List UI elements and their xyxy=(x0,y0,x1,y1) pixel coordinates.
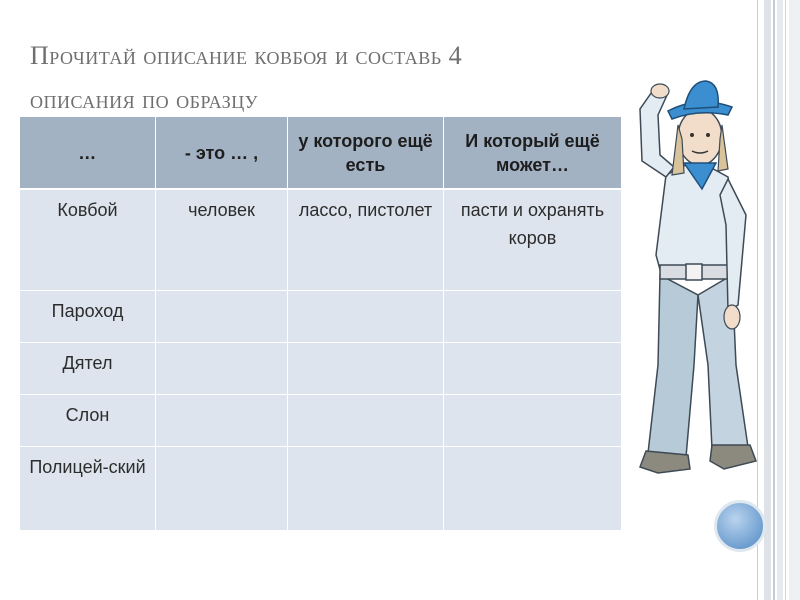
header-cell: И который ещё может… xyxy=(444,117,622,189)
decor-stripe xyxy=(764,0,771,600)
slide-title-line1: Прочитай описание ковбоя и составь 4 xyxy=(30,41,463,70)
table-cell[interactable] xyxy=(288,395,444,447)
table-cell[interactable] xyxy=(288,343,444,395)
row-name-cell: Ковбой xyxy=(20,189,156,291)
header-cell: у которого ещё есть xyxy=(288,117,444,189)
cowboy-illustration xyxy=(628,65,760,485)
table-cell[interactable] xyxy=(444,343,622,395)
description-table xyxy=(19,117,622,531)
table-cell[interactable] xyxy=(288,291,444,343)
row-name-cell: Пароход xyxy=(20,291,156,343)
header-cell: - это … , xyxy=(156,117,288,189)
table-cell[interactable] xyxy=(288,447,444,531)
row-name-cell: Дятел xyxy=(20,343,156,395)
table-cell[interactable] xyxy=(156,291,288,343)
table-cell[interactable] xyxy=(444,291,622,343)
table-cell: человек xyxy=(156,189,288,291)
decor-stripe xyxy=(785,0,786,600)
slide-title-line2: описания по образцу xyxy=(30,85,258,114)
table-header-row xyxy=(20,117,622,189)
table-cell[interactable] xyxy=(156,343,288,395)
decor-stripe xyxy=(777,0,783,600)
table-cell[interactable] xyxy=(156,395,288,447)
table-row xyxy=(20,343,622,395)
decor-stripe xyxy=(789,0,800,600)
row-name-cell: Слон xyxy=(20,395,156,447)
slide-title xyxy=(30,34,630,122)
header-cell: … xyxy=(20,117,156,189)
table-row xyxy=(20,291,622,343)
table-cell[interactable] xyxy=(156,447,288,531)
table-row xyxy=(20,447,622,531)
table-row xyxy=(20,395,622,447)
table-cell: лассо, пистолет xyxy=(288,189,444,291)
table-cell[interactable] xyxy=(444,395,622,447)
table-cell: пасти и охранять коров xyxy=(444,189,622,291)
table-row xyxy=(20,189,622,291)
decor-circle xyxy=(714,500,766,552)
table-cell[interactable] xyxy=(444,447,622,531)
decor-stripe xyxy=(773,0,775,600)
row-name-cell: Полицей-ский xyxy=(20,447,156,531)
